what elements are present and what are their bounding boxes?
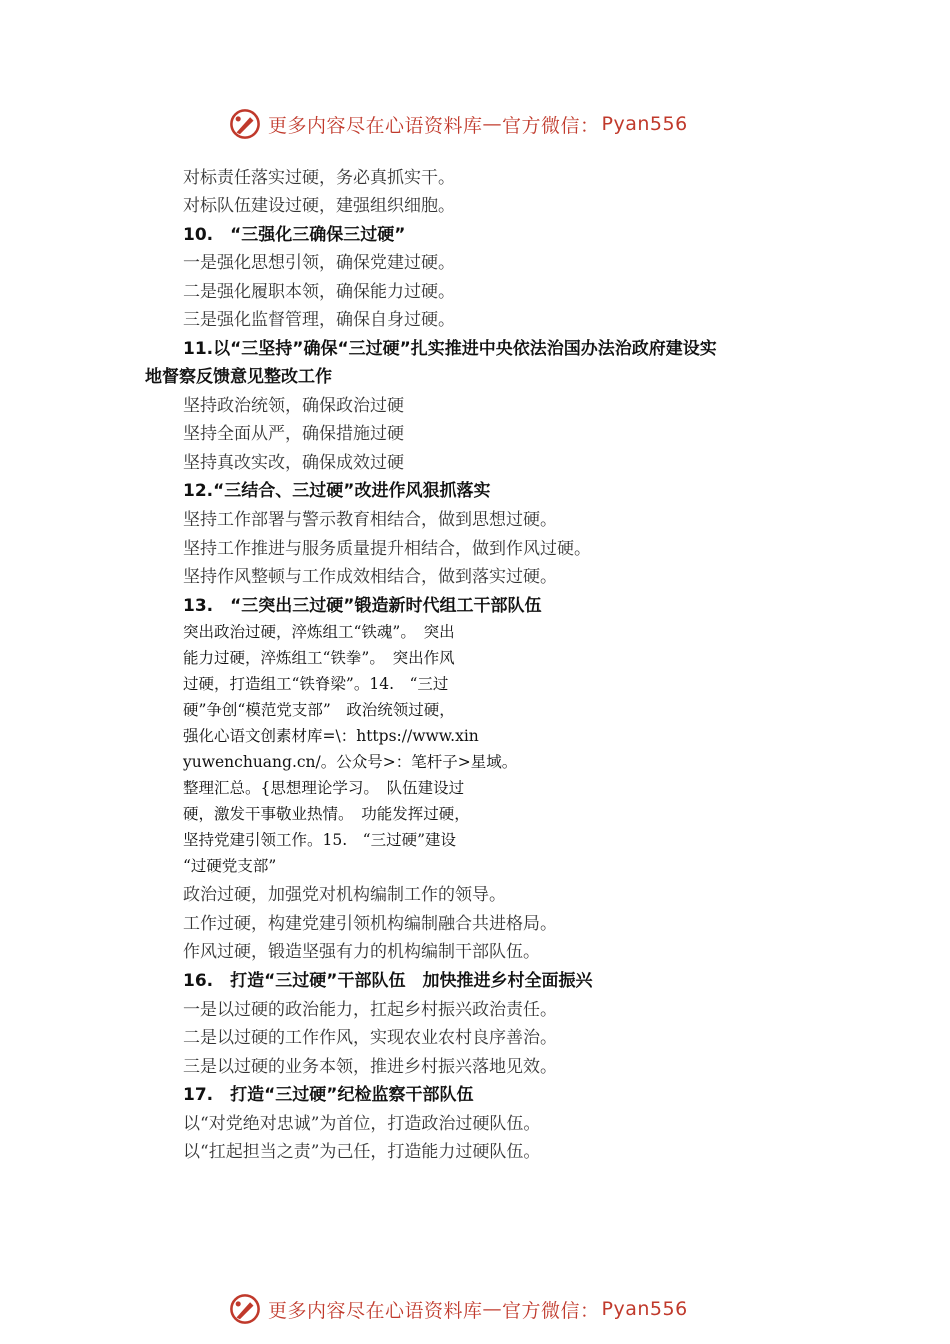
section-heading: 10. “三强化三确保三过硬” (183, 225, 406, 245)
body-line: 一是以过硬的政治能力，扛起乡村振兴政治责任。 (183, 1000, 557, 1020)
body-line: yuwenchuang.cn/。公众号>：笔杆子>星域。 (183, 753, 518, 771)
banner-wechat-id: Pyan556 (601, 1298, 688, 1320)
section-heading: 17. 打造“三过硬”纪检监察干部队伍 (183, 1085, 474, 1105)
body-line: 坚持全面从严，确保措施过硬 (183, 424, 404, 444)
body-line: 坚持作风整顿与工作成效相结合，做到落实过硬。 (183, 567, 557, 587)
body-line: 以“扛起担当之责”为己任，打造能力过硬队伍。 (183, 1142, 541, 1162)
body-line: 三是以过硬的业务本领，推进乡村振兴落地见效。 (183, 1057, 557, 1077)
body-line: 突出政治过硬，淬炼组工“铁魂”。 突出 (183, 623, 455, 641)
footer-banner (228, 1291, 748, 1327)
banner-text: 更多内容尽在心语资料库 (268, 1299, 483, 1322)
body-line: 强化心语文创素材库=\：https://www.xin (183, 727, 479, 745)
pen-nib-logo-icon (228, 107, 262, 141)
section-heading: 12.“三结合、三过硬”改进作风狠抓落实 (183, 481, 491, 501)
banner-wechat-label: 官方微信： (502, 1299, 600, 1322)
section-heading: 13. “三突出三过硬”锻造新时代组工干部队伍 (183, 596, 542, 616)
body-line: 坚持政治统领，确保政治过硬 (183, 396, 404, 416)
banner-dash: — (482, 1298, 503, 1320)
banner-wechat-id: Pyan556 (601, 113, 688, 135)
body-line: 硬”争创“模范党支部” 政治统领过硬， (183, 701, 455, 719)
body-line: 整理汇总。{思想理论学习。 队伍建设过 (183, 779, 465, 797)
body-line: 硬，激发干事敬业热情。 功能发挥过硬， (183, 805, 470, 823)
header-banner (228, 106, 748, 142)
body-line: 工作过硬，构建党建引领机构编制融合共进格局。 (183, 914, 557, 934)
body-line: 对标队伍建设过硬，建强组织细胞。 (183, 196, 455, 216)
body-line: 坚持党建引领工作。15. “三过硬”建设 (183, 831, 456, 849)
body-line: 坚持真改实改，确保成效过硬 (183, 453, 404, 473)
body-line: “过硬党支部” (183, 857, 277, 875)
body-line: 坚持工作推进与服务质量提升相结合，做到作风过硬。 (183, 539, 591, 559)
body-line: 三是强化监督管理，确保自身过硬。 (183, 310, 455, 330)
body-line: 坚持工作部署与警示教育相结合，做到思想过硬。 (183, 510, 557, 530)
body-line: 一是强化思想引领，确保党建过硬。 (183, 253, 455, 273)
banner-dash: — (482, 113, 503, 135)
body-line: 二是强化履职本领，确保能力过硬。 (183, 282, 455, 302)
banner-text: 更多内容尽在心语资料库 (268, 114, 483, 137)
body-line: 以“对党绝对忠诚”为首位，打造政治过硬队伍。 (183, 1114, 541, 1134)
pen-nib-logo-icon (228, 1292, 262, 1326)
body-line: 过硬，打造组工“铁脊梁”。14. “三过 (183, 675, 449, 693)
body-line: 二是以过硬的工作作风，实现农业农村良序善治。 (183, 1028, 557, 1048)
section-heading: 11.以“三坚持”确保“三过硬”扎实推进中央依法治国办法治政府建设实 (183, 339, 717, 359)
body-line: 能力过硬，淬炼组工“铁拳”。 突出作风 (183, 649, 455, 667)
section-heading-cont: 地督察反馈意见整改工作 (145, 367, 332, 387)
body-line: 对标责任落实过硬，务必真抓实干。 (183, 168, 455, 188)
section-heading: 16. 打造“三过硬”干部队伍 加快推进乡村全面振兴 (183, 971, 593, 991)
banner-wechat-label: 官方微信： (502, 114, 600, 137)
body-line: 政治过硬，加强党对机构编制工作的领导。 (183, 885, 506, 905)
body-line: 作风过硬，锻造坚强有力的机构编制干部队伍。 (183, 942, 540, 962)
